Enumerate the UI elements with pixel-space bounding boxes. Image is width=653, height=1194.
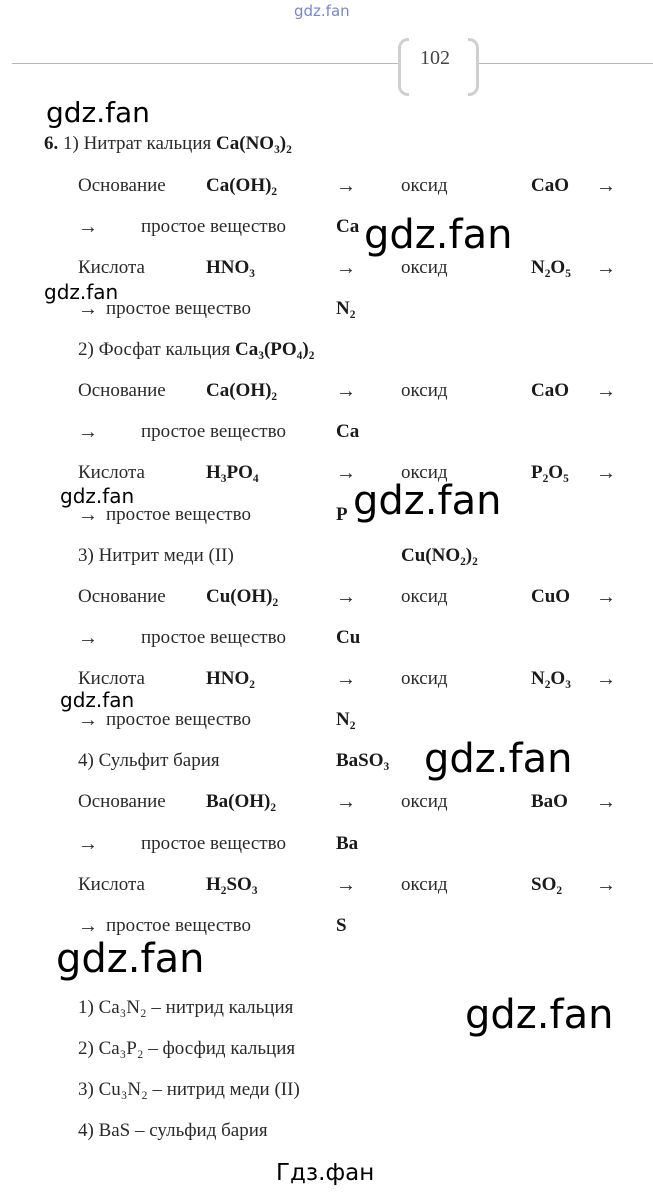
base-formula: Ca(OH)₂ [206,380,278,401]
label-simple: простое вещество [106,298,251,319]
salt-1-title: 1) Нитрат кальция [63,133,212,154]
simple-substance: Ca [336,216,360,237]
label-acid: Кислота [78,874,145,895]
arrow: → [596,586,616,608]
label-base: Основание [78,380,166,401]
watermark: gdz.fan [364,212,513,258]
arrow: → [78,709,98,731]
simple-substance: Ca [336,421,360,442]
arrow: → [78,627,98,649]
arrow: → [78,298,98,320]
page-number: 102 [420,47,450,69]
label-base: Основание [78,175,166,196]
salt-3-title: 3) Нитрит меди (II) [78,545,234,566]
salt-2-formula: Ca₃(PO₄)₂ [235,339,315,360]
label-simple: простое вещество [141,421,286,442]
label-acid: Кислота [78,668,145,689]
simple-substance: Cu [336,627,361,648]
acid-formula: HNO₂ [206,668,255,689]
arrow: → [596,874,616,896]
arrow: → [596,380,616,402]
arrow: → [596,668,616,690]
acid-formula: HNO₃ [206,257,255,278]
compound-item: 2) Ca₃P₂ – фосфид кальция [78,1038,296,1059]
arrow: → [336,462,356,484]
watermark: gdz.fan [60,688,135,712]
header-rule-right [478,63,653,64]
base-formula: Ca(OH)₂ [206,175,278,196]
label-base: Основание [78,586,166,607]
simple-substance: Ba [336,833,359,854]
arrow: → [596,791,616,813]
arrow: → [336,586,356,608]
base-formula: Cu(OH)₂ [206,586,279,607]
task-heading [44,132,292,156]
oxide-formula: CuO [531,586,571,607]
simple-substance: N₂ [336,298,356,319]
arrow: → [78,504,98,526]
oxide-formula: BaO [531,791,568,812]
arrow: → [336,668,356,690]
arrow: → [336,874,356,896]
compound-item: 3) Cu₃N₂ – нитрид меди (II) [78,1079,300,1100]
salt-2-title: 2) Фосфат кальция [78,339,231,360]
compound-item: 4) BaS – сульфид бария [78,1120,268,1141]
salt-4-formula: BaSO₃ [336,750,390,771]
label-simple: простое вещество [141,833,286,854]
label-simple: простое вещество [106,709,251,730]
label-oxide: оксид [401,874,448,895]
watermark: gdz.fan [56,936,205,982]
salt-3-formula: Cu(NO₂)₂ [401,545,478,566]
arrow: → [78,833,98,855]
arrow: → [78,915,98,937]
header-rule-left [12,63,398,64]
watermark: gdz.fan [465,992,614,1038]
arrow: → [596,175,616,197]
watermark: gdz.fan [424,736,573,782]
label-oxide: оксид [401,462,448,483]
acid-formula: H₂SO₃ [206,874,258,895]
simple-substance: P [336,504,348,525]
label-oxide: оксид [401,175,448,196]
label-oxide: оксид [401,257,448,278]
arrow: → [78,421,98,443]
arrow: → [596,257,616,279]
arrow: → [336,791,356,813]
base-formula: Ba(OH)₂ [206,791,277,812]
arrow: → [78,216,98,238]
footer-watermark: Гдз.фан [276,1160,375,1186]
label-oxide: оксид [401,380,448,401]
arrow: → [336,257,356,279]
label-simple: простое вещество [106,915,251,936]
oxide-formula: SO₂ [531,874,563,895]
oxide-formula: CaO [531,380,569,401]
acid-formula: H₃PO₄ [206,462,259,483]
task-number: 6. [44,133,59,154]
label-oxide: оксид [401,586,448,607]
page-number-bracket-right [468,38,479,96]
watermark: gdz.fan [44,280,119,304]
arrow: → [336,380,356,402]
page-number-bracket-left [398,38,409,96]
label-oxide: оксид [401,668,448,689]
salt-2-heading [78,338,314,362]
watermark: gdz.fan [46,96,150,129]
label-acid: Кислота [78,257,145,278]
oxide-formula: N₂O₅ [531,257,571,278]
salt-1-formula: Ca(NO₃)₂ [216,133,292,154]
simple-substance: S [336,915,347,936]
simple-substance: N₂ [336,709,356,730]
arrow: → [596,462,616,484]
label-base: Основание [78,791,166,812]
label-oxide: оксид [401,791,448,812]
label-acid: Кислота [78,462,145,483]
watermark: gdz.fan [353,478,502,524]
top-watermark: gdz.fan [294,2,350,20]
label-simple: простое вещество [106,504,251,525]
arrow: → [336,175,356,197]
label-simple: простое вещество [141,627,286,648]
salt-4-title: 4) Сульфит бария [78,750,220,771]
oxide-formula: CaO [531,175,569,196]
watermark: gdz.fan [60,484,135,508]
compound-item: 1) Ca₃N₂ – нитрид кальция [78,997,294,1018]
label-simple: простое вещество [141,216,286,237]
oxide-formula: N₂O₃ [531,668,571,689]
oxide-formula: P₂O₅ [531,462,569,483]
